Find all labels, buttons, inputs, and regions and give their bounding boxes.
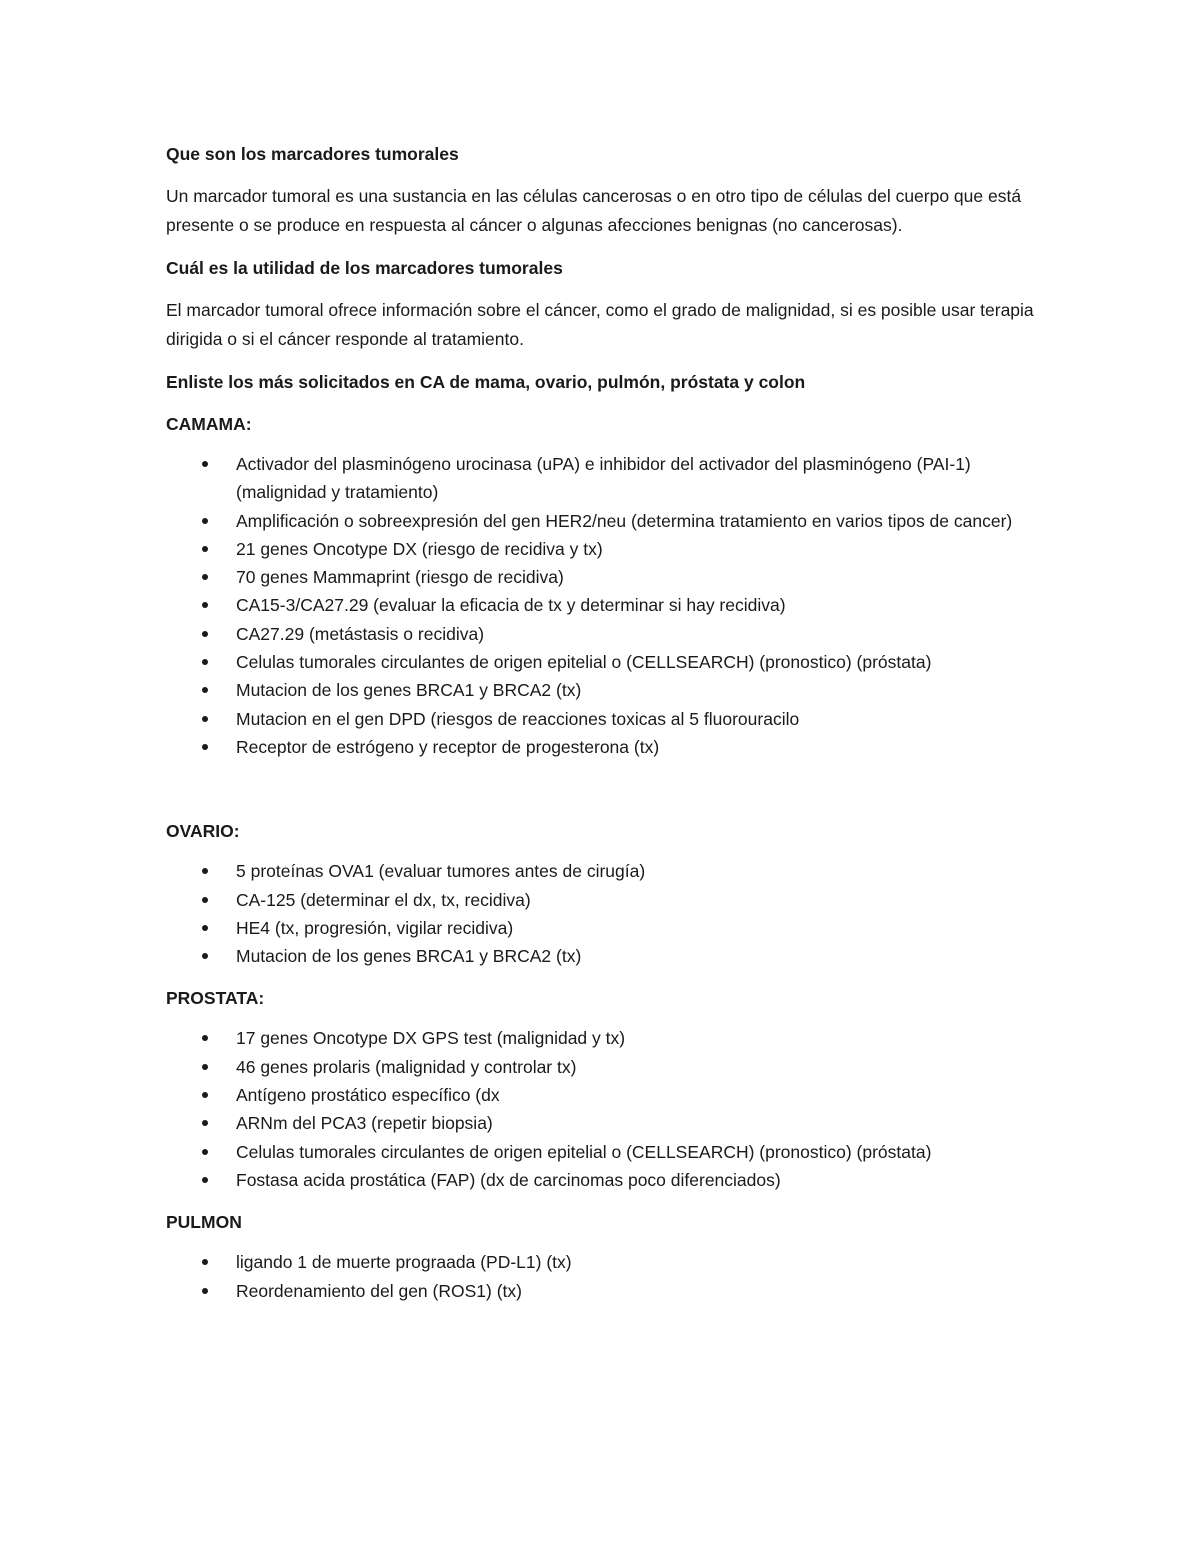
list-item: 21 genes Oncotype DX (riesgo de recidiva y tx) [166, 535, 1046, 563]
bullet-icon [202, 1177, 208, 1183]
bullet-icon [202, 659, 208, 665]
bullet-icon [202, 716, 208, 722]
bullet-icon [202, 1092, 208, 1098]
blank-line [166, 775, 1046, 817]
list-item: 70 genes Mammaprint (riesgo de recidiva) [166, 563, 1046, 591]
list-item: Amplificación o sobreexpresión del gen HER2/neu (determina tratamiento en varios tipos de cancer) [166, 507, 1046, 535]
bullet-icon [202, 897, 208, 903]
bullet-icon [202, 461, 208, 467]
paragraph-utilidad: El marcador tumoral ofrece información sobre el cáncer, como el grado de malignidad, si es posible usar terapia dirigida o si el cáncer responde al tratamiento. [166, 300, 1034, 349]
bullet-icon [202, 631, 208, 637]
bullet-icon [202, 744, 208, 750]
heading-que-son: Que son los marcadores tumorales [166, 144, 459, 164]
document-page [166, 140, 1046, 1319]
list-item: ligando 1 de muerte prograada (PD-L1) (tx) [166, 1248, 1046, 1276]
list-item: HE4 (tx, progresión, vigilar recidiva) [166, 914, 1046, 942]
list-item: Receptor de estrógeno y receptor de progesterona (tx) [166, 733, 1046, 761]
bullet-icon [202, 1035, 208, 1041]
bullet-icon [202, 1288, 208, 1294]
list-camama [166, 450, 1046, 761]
list-item: ARNm del PCA3 (repetir biopsia) [166, 1109, 1046, 1137]
list-item: Mutacion en el gen DPD (riesgos de reacciones toxicas al 5 fluorouracilo [166, 705, 1046, 733]
list-item: CA15-3/CA27.29 (evaluar la eficacia de tx y determinar si hay recidiva) [166, 591, 1046, 619]
bullet-icon [202, 687, 208, 693]
label-pulmon: PULMON [166, 1212, 242, 1233]
list-item: Antígeno prostático específico (dx [166, 1081, 1046, 1109]
list-item: Mutacion de los genes BRCA1 y BRCA2 (tx) [166, 942, 1046, 970]
paragraph-definicion: Un marcador tumoral es una sustancia en las células cancerosas o en otro tipo de células del cuerpo que está presente o se produce en respuesta al cáncer o algunas afecciones benignas (no cancerosas). [166, 186, 1022, 235]
label-camama: CAMAMA: [166, 414, 252, 434]
bullet-icon [202, 1149, 208, 1155]
heading-enliste: Enliste los más solicitados en CA de mama, ovario, pulmón, próstata y colon [166, 372, 806, 392]
list-ovario [166, 857, 1046, 970]
list-item: Mutacion de los genes BRCA1 y BRCA2 (tx) [166, 676, 1046, 704]
bullet-icon [202, 868, 208, 874]
label-prostata: PROSTATA: [166, 988, 265, 1009]
bullet-icon [202, 1064, 208, 1070]
list-item: CA27.29 (metástasis o recidiva) [166, 620, 1046, 648]
bullet-icon [202, 953, 208, 959]
bullet-icon [202, 925, 208, 931]
list-prostata [166, 1024, 1046, 1194]
list-item: CA-125 (determinar el dx, tx, recidiva) [166, 886, 1046, 914]
list-item: Celulas tumorales circulantes de origen epitelial o (CELLSEARCH) (pronostico) (próstata) [166, 1138, 1046, 1166]
heading-utilidad: Cuál es la utilidad de los marcadores tumorales [166, 258, 563, 278]
bullet-icon [202, 1259, 208, 1265]
list-item: 5 proteínas OVA1 (evaluar tumores antes de cirugía) [166, 857, 1046, 885]
bullet-icon [202, 602, 208, 608]
list-item: Reordenamiento del gen (ROS1) (tx) [166, 1277, 1046, 1305]
bullet-icon [202, 1120, 208, 1126]
bullet-icon [202, 518, 208, 524]
list-item: Celulas tumorales circulantes de origen epitelial o (CELLSEARCH) (pronostico) (próstata) [166, 648, 1046, 676]
list-item: Activador del plasminógeno urocinasa (uPA) e inhibidor del activador del plasminógeno (PAI-1) (malignidad y tratamiento) [166, 450, 1046, 507]
list-item: Fostasa acida prostática (FAP) (dx de carcinomas poco diferenciados) [166, 1166, 1046, 1194]
label-ovario: OVARIO: [166, 821, 240, 842]
list-pulmon [166, 1248, 1046, 1305]
bullet-icon [202, 574, 208, 580]
bullet-icon [202, 546, 208, 552]
list-item: 46 genes prolaris (malignidad y controlar tx) [166, 1053, 1046, 1081]
list-item: 17 genes Oncotype DX GPS test (malignidad y tx) [166, 1024, 1046, 1052]
